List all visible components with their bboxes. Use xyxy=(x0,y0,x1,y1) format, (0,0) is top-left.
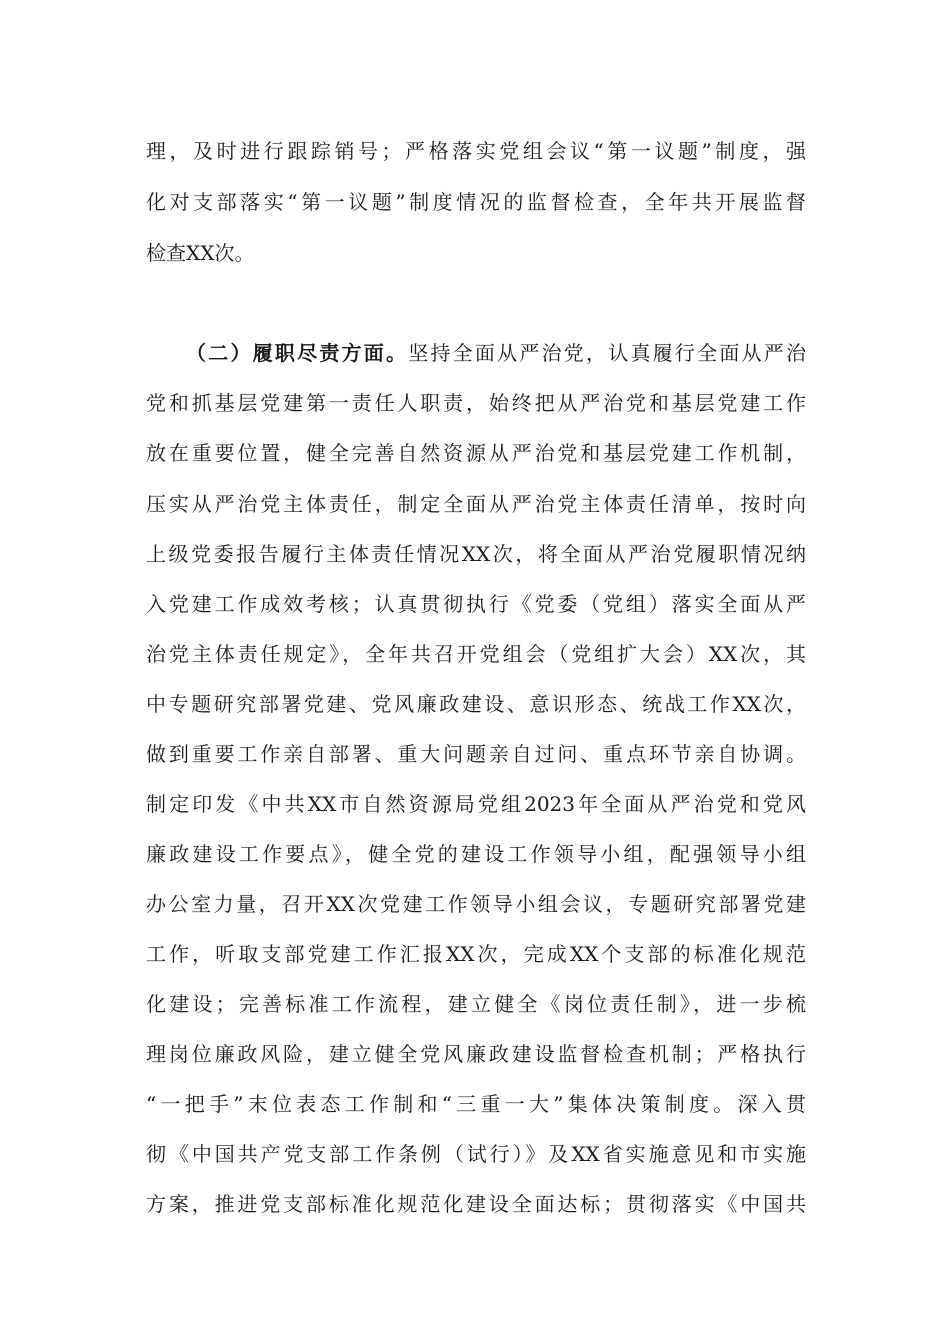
paragraph-2-line-6: 入党建工作成效考核；认真贯彻执行《党委（党组）落实全面从严 xyxy=(146,592,806,616)
paragraph-2-line-18: 方案，推进党支部标准化规范化建设全面达标；贯彻落实《中国共 xyxy=(146,1192,806,1216)
paragraph-2-first-line xyxy=(186,336,806,370)
paragraph-2-line-2: 党和抓基层党建第一责任人职责，始终把从严治党和基层党建工作 xyxy=(146,391,806,415)
paragraph-2-line-5: 上级党委报告履行主体责任情况XX次，将全面从严治党履职情况纳 xyxy=(146,542,806,566)
paragraph-2-line-9: 做到重要工作亲自部署、重大问题亲自过问、重点环节亲自协调。 xyxy=(146,742,806,766)
paragraph-2-line-17: 彻《中国共产党支部工作条例（试行）》及XX省实施意见和市实施 xyxy=(146,1142,806,1166)
paragraph-1-line-3: 检查XX次。 xyxy=(146,241,255,265)
paragraph-2-line-16: “一把手”末位表态工作制和“三重一大”集体决策制度。深入贯 xyxy=(146,1092,806,1116)
section-heading: （二）履职尽责方面。 xyxy=(186,341,409,365)
paragraph-2-line-15: 理岗位廉政风险，建立健全党风廉政建设监督检查机制；严格执行 xyxy=(146,1042,806,1066)
paragraph-2-line-12: 办公室力量，召开XX次党建工作领导小组会议，专题研究部署党建 xyxy=(146,892,806,916)
paragraph-2-line-7: 治党主体责任规定》，全年共召开党组会（党组扩大会）XX次，其 xyxy=(146,642,806,666)
paragraph-2-first-line-text: 坚持全面从严治党，认真履行全面从严治 xyxy=(408,341,807,365)
paragraph-2-line-4: 压实从严治党主体责任，制定全面从严治党主体责任清单，按时向 xyxy=(146,492,806,516)
paragraph-2-line-3: 放在重要位置，健全完善自然资源从严治党和基层党建工作机制， xyxy=(146,441,806,465)
paragraph-2-line-11: 廉政建设工作要点》，健全党的建设工作领导小组，配强领导小组 xyxy=(146,842,806,866)
paragraph-2-line-8: 中专题研究部署党建、党风廉政建设、意识形态、统战工作XX次， xyxy=(146,692,806,716)
paragraph-1-line-2: 化对支部落实“第一议题”制度情况的监督检查，全年共开展监督 xyxy=(146,190,806,214)
paragraph-1-line-1: 理，及时进行跟踪销号；严格落实党组会议“第一议题”制度，强 xyxy=(146,139,806,163)
paragraph-2-line-13: 工作，听取支部党建工作汇报XX次，完成XX个支部的标准化规范 xyxy=(146,942,806,966)
paragraph-2-line-10: 制定印发《中共XX市自然资源局党组2023年全面从严治党和党风 xyxy=(146,792,806,816)
paragraph-2-line-14: 化建设；完善标准工作流程，建立健全《岗位责任制》，进一步梳 xyxy=(146,992,806,1016)
